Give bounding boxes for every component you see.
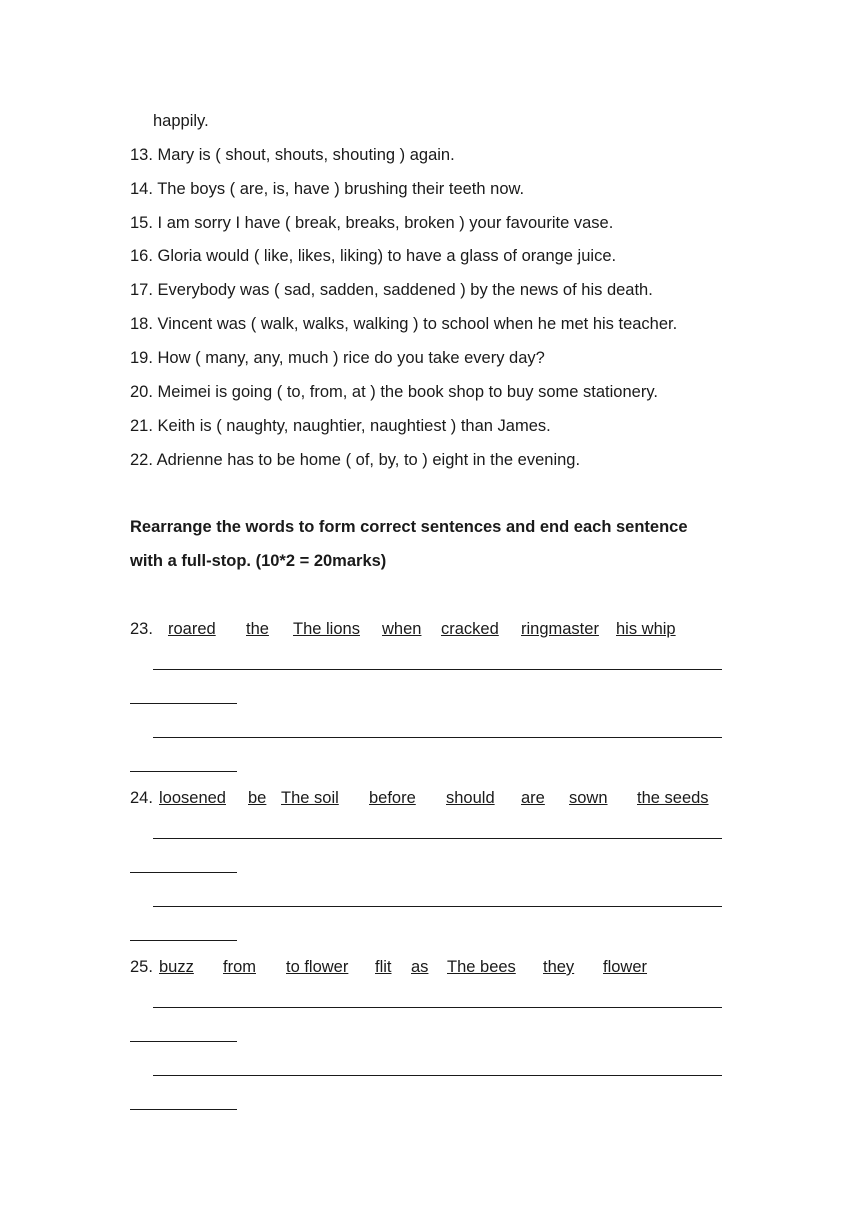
section-heading-line-1: Rearrange the words to form correct sentences and end each sentence (130, 518, 688, 536)
q23-word: his whip (616, 620, 676, 638)
question-18: 18. Vincent was ( walk, walks, walking ) to school when he met his teacher. (130, 315, 678, 333)
answer-line-q25-1a[interactable] (153, 1007, 722, 1008)
q25-word: they (543, 958, 575, 976)
answer-line-q23-2a[interactable] (153, 737, 722, 738)
q24-word: should (446, 789, 495, 807)
q25-word: as (411, 958, 429, 976)
q24-word: loosened (159, 789, 226, 807)
q23-word: when (382, 620, 422, 638)
question-16: 16. Gloria would ( like, likes, liking) to have a glass of orange juice. (130, 247, 617, 265)
answer-line-q24-1a[interactable] (153, 838, 722, 839)
answer-line-q25-2b[interactable] (130, 1109, 237, 1110)
question-22: 22. Adrienne has to be home ( of, by, to ) eight in the evening. (130, 451, 581, 469)
q25-word: flower (603, 958, 648, 976)
q24-word: before (369, 789, 416, 807)
q23-word: the (246, 620, 269, 638)
q24-word: The soil (281, 789, 339, 807)
q23-word: cracked (441, 620, 499, 638)
q25-word: buzz (159, 958, 194, 976)
answer-line-q24-2b[interactable] (130, 940, 237, 941)
answer-line-q25-1b[interactable] (130, 1041, 237, 1042)
q24-word: sown (569, 789, 608, 807)
q25-word: flit (375, 958, 392, 976)
q23-word: roared (168, 620, 216, 638)
continuation-text: happily. (153, 112, 209, 130)
question-25-number: 25. (130, 958, 153, 976)
q25-word: from (223, 958, 256, 976)
q24-word: be (248, 789, 267, 807)
answer-line-q25-2a[interactable] (153, 1075, 722, 1076)
q24-word: are (521, 789, 545, 807)
question-13: 13. Mary is ( shout, shouts, shouting ) again. (130, 146, 455, 164)
question-20: 20. Meimei is going ( to, from, at ) the book shop to buy some stationery. (130, 383, 658, 401)
answer-line-q23-1a[interactable] (153, 669, 722, 670)
question-24-number: 24. (130, 789, 153, 807)
question-23-number: 23. (130, 620, 153, 638)
question-14: 14. The boys ( are, is, have ) brushing their teeth now. (130, 180, 525, 198)
q23-word: The lions (293, 620, 360, 638)
question-15: 15. I am sorry I have ( break, breaks, broken ) your favourite vase. (130, 214, 614, 232)
q25-word: to flower (286, 958, 349, 976)
answer-line-q24-1b[interactable] (130, 872, 237, 873)
answer-line-q23-1b[interactable] (130, 703, 237, 704)
answer-line-q24-2a[interactable] (153, 906, 722, 907)
question-21: 21. Keith is ( naughty, naughtier, naughtiest ) than James. (130, 417, 551, 435)
q25-word: The bees (447, 958, 516, 976)
section-heading-line-2: with a full-stop. (10*2 = 20marks) (130, 552, 387, 570)
answer-line-q23-2b[interactable] (130, 771, 237, 772)
q23-word: ringmaster (521, 620, 599, 638)
question-19: 19. How ( many, any, much ) rice do you take every day? (130, 349, 545, 367)
q24-word: the seeds (637, 789, 709, 807)
question-17: 17. Everybody was ( sad, sadden, saddened ) by the news of his death. (130, 281, 653, 299)
